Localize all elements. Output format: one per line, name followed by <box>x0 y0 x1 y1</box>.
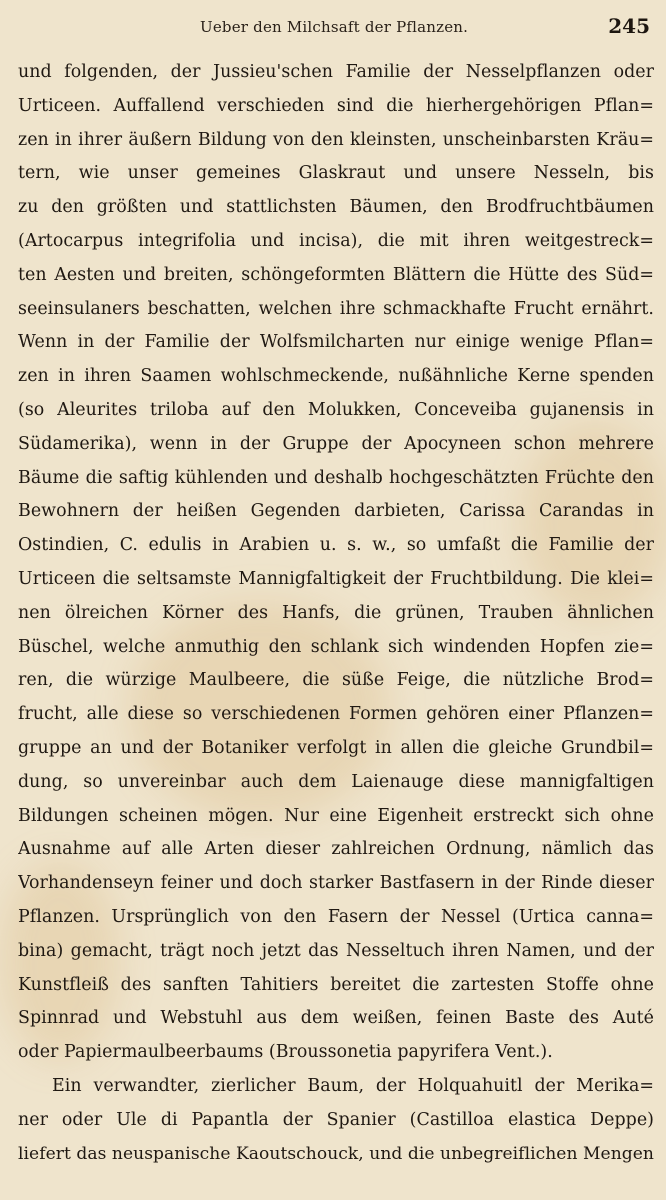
text-line: Spinnrad und Webstuhl aus dem weißen, feinen Baste des Auté <box>18 1008 654 1029</box>
text-line: zen in ihrer äußern Bildung von den kleinsten, unscheinbarsten Kräu= <box>18 129 654 150</box>
text-line: Ostindien, C. edulis in Arabien u. s. w., so umfaßt die Familie der <box>18 535 654 556</box>
text-line: bina) gemacht, trägt noch jetzt das Nesseltuch ihren Namen, und der <box>18 940 654 961</box>
text-line: oder Papiermaulbeerbaums (Broussonetia papyrifera Vent.). <box>18 1042 553 1063</box>
running-head: Ueber den Milchsaft der Pflanzen. <box>200 18 469 36</box>
text-line: Ausnahme auf alle Arten dieser zahlreichen Ordnung, nämlich das <box>18 839 654 860</box>
text-line: Vorhandenseyn feiner und doch starker Bastfasern in der Rinde dieser <box>18 873 654 894</box>
text-line: gruppe an und der Botaniker verfolgt in allen die gleiche Grundbil= <box>18 737 654 758</box>
text-line: ner oder Ule di Papantla der Spanier (Castilloa elastica Deppe) <box>18 1109 654 1130</box>
text-line: nen ölreichen Körner des Hanfs, die grünen, Trauben ähnlichen <box>18 602 654 623</box>
text-line: und folgenden, der Jussieu'schen Familie der Nesselpflanzen oder <box>18 62 654 82</box>
text-line: Bewohnern der heißen Gegenden darbieten, Carissa Carandas in <box>18 501 654 522</box>
text-line: zen in ihren Saamen wohlschmeckende, nußähnliche Kerne spenden <box>18 366 654 387</box>
text-line: Pflanzen. Ursprünglich von den Fasern der Nessel (Urtica canna= <box>18 906 654 927</box>
page-number: 245 <box>608 14 650 38</box>
text-line: frucht, alle diese so verschiedenen Formen gehören einer Pflanzen= <box>18 704 654 725</box>
text-line: zu den größten und stattlichsten Bäumen, den Brodfruchtbäumen <box>18 197 654 218</box>
text-line: liefert das neuspanische Kaoutschouck, und die unbegreiflichen Mengen <box>18 1143 654 1164</box>
text-line: (so Aleurites triloba auf den Molukken, Conceveiba gujanensis in <box>18 399 654 420</box>
text-line: Urticeen die seltsamste Mannigfaltigkeit der Fruchtbildung. Die klei= <box>18 568 654 589</box>
page-header <box>0 14 666 46</box>
text-line: (Artocarpus integrifolia und incisa), die mit ihren weitgestreck= <box>18 230 654 251</box>
text-line: Bildungen scheinen mögen. Nur eine Eigenheit erstreckt sich ohne <box>18 805 654 826</box>
text-line: dung, so unvereinbar auch dem Laienauge diese mannigfaltigen <box>18 771 654 792</box>
text-line: Wenn in der Familie der Wolfsmilcharten nur einige wenige Pflan= <box>18 332 654 353</box>
body-text <box>18 56 654 1171</box>
text-line: seeinsulaners beschatten, welchen ihre schmackhafte Frucht ernährt. <box>18 298 654 319</box>
text-line: Bäume die saftig kühlenden und deshalb hochgeschätzten Früchte den <box>18 467 654 488</box>
text-line: Südamerika), wenn in der Gruppe der Apocyneen schon mehrere <box>18 433 654 454</box>
text-line: tern, wie unser gemeines Glaskraut und unsere Nesseln, bis <box>18 163 654 184</box>
text-line: ten Aesten und breiten, schöngeformten Blättern die Hütte des Süd= <box>18 264 654 285</box>
text-line: Büschel, welche anmuthig den schlank sich windenden Hopfen zie= <box>18 636 654 657</box>
text-line: ren, die würzige Maulbeere, die süße Feige, die nützliche Brod= <box>18 670 654 691</box>
text-line: Kunstfleiß des sanften Tahitiers bereitet die zartesten Stoffe ohne <box>18 974 654 995</box>
text-line: Ein verwandter, zierlicher Baum, der Holquahuitl der Merika= <box>52 1075 654 1096</box>
text-line: Urticeen. Auffallend verschieden sind die hierhergehörigen Pflan= <box>18 95 654 116</box>
